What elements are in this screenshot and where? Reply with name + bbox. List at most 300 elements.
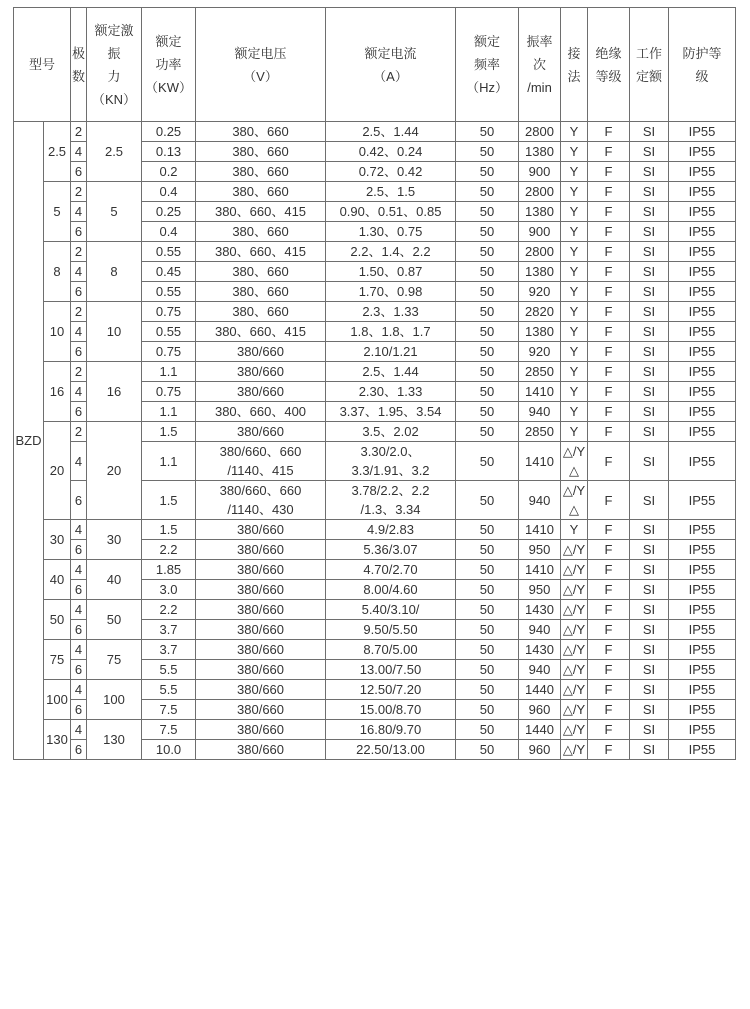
rated-frequency-cell: 50 xyxy=(456,560,519,580)
connection-cell: △/Y xyxy=(561,660,588,680)
rated-current-cell: 16.80/9.70 xyxy=(326,720,456,740)
vibration-rate-cell: 2820 xyxy=(519,302,561,322)
header-model: 型号 xyxy=(14,8,71,122)
insulation-class-cell: F xyxy=(588,262,630,282)
connection-cell: △/Y xyxy=(561,740,588,760)
header-duty: 工作 定额 xyxy=(630,8,669,122)
duty-cell: SI xyxy=(630,322,669,342)
vibration-rate-cell: 2800 xyxy=(519,122,561,142)
rated-frequency-cell: 50 xyxy=(456,481,519,520)
vibration-rate-cell: 2800 xyxy=(519,182,561,202)
duty-cell: SI xyxy=(630,342,669,362)
rated-current-cell: 2.5、1.44 xyxy=(326,122,456,142)
protection-class-cell: IP55 xyxy=(669,282,736,302)
model-name-cell: BZD xyxy=(14,122,44,760)
rated-frequency-cell: 50 xyxy=(456,342,519,362)
rated-frequency-cell: 50 xyxy=(456,142,519,162)
rated-frequency-cell: 50 xyxy=(456,422,519,442)
rated-voltage-cell: 380、660、415 xyxy=(196,322,326,342)
rated-current-cell: 3.30/2.0、 3.3/1.91、3.2 xyxy=(326,442,456,481)
insulation-class-cell: F xyxy=(588,162,630,182)
rated-voltage-cell: 380/660 xyxy=(196,560,326,580)
rated-power-cell: 1.1 xyxy=(142,362,196,382)
vibration-rate-cell: 1380 xyxy=(519,142,561,162)
vibration-rate-cell: 2800 xyxy=(519,242,561,262)
rated-voltage-cell: 380/660 xyxy=(196,362,326,382)
rated-frequency-cell: 50 xyxy=(456,282,519,302)
insulation-class-cell: F xyxy=(588,282,630,302)
protection-class-cell: IP55 xyxy=(669,680,736,700)
insulation-class-cell: F xyxy=(588,142,630,162)
rated-frequency-cell: 50 xyxy=(456,740,519,760)
rated-power-cell: 3.7 xyxy=(142,640,196,660)
rated-frequency-cell: 50 xyxy=(456,322,519,342)
poles-cell: 4 xyxy=(71,442,87,481)
rated-frequency-cell: 50 xyxy=(456,580,519,600)
rated-power-cell: 0.75 xyxy=(142,302,196,322)
vibration-rate-cell: 940 xyxy=(519,660,561,680)
rated-voltage-cell: 380/660 xyxy=(196,620,326,640)
rated-frequency-cell: 50 xyxy=(456,362,519,382)
poles-cell: 6 xyxy=(71,222,87,242)
connection-cell: Y xyxy=(561,520,588,540)
poles-cell: 2 xyxy=(71,362,87,382)
size-cell: 100 xyxy=(44,680,71,720)
rated-frequency-cell: 50 xyxy=(456,540,519,560)
vibration-rate-cell: 2850 xyxy=(519,362,561,382)
rated-power-cell: 3.7 xyxy=(142,620,196,640)
insulation-class-cell: F xyxy=(588,242,630,262)
rated-power-cell: 7.5 xyxy=(142,720,196,740)
table-row xyxy=(14,182,736,202)
poles-cell: 6 xyxy=(71,162,87,182)
connection-cell: △/Y xyxy=(561,560,588,580)
rated-voltage-cell: 380/660、660 /1140、430 xyxy=(196,481,326,520)
rated-current-cell: 13.00/7.50 xyxy=(326,660,456,680)
rated-power-cell: 1.5 xyxy=(142,520,196,540)
duty-cell: SI xyxy=(630,242,669,262)
insulation-class-cell: F xyxy=(588,620,630,640)
excitation-force-cell: 75 xyxy=(87,640,142,680)
duty-cell: SI xyxy=(630,122,669,142)
rated-frequency-cell: 50 xyxy=(456,680,519,700)
duty-cell: SI xyxy=(630,402,669,422)
rated-current-cell: 0.42、0.24 xyxy=(326,142,456,162)
rated-voltage-cell: 380/660 xyxy=(196,740,326,760)
rated-current-cell: 4.9/2.83 xyxy=(326,520,456,540)
poles-cell: 2 xyxy=(71,182,87,202)
insulation-class-cell: F xyxy=(588,660,630,680)
poles-cell: 4 xyxy=(71,720,87,740)
rated-power-cell: 5.5 xyxy=(142,680,196,700)
rated-frequency-cell: 50 xyxy=(456,302,519,322)
duty-cell: SI xyxy=(630,600,669,620)
protection-class-cell: IP55 xyxy=(669,262,736,282)
protection-class-cell: IP55 xyxy=(669,620,736,640)
poles-cell: 4 xyxy=(71,382,87,402)
connection-cell: △/Y xyxy=(561,640,588,660)
vibration-rate-cell: 940 xyxy=(519,620,561,640)
rated-current-cell: 4.70/2.70 xyxy=(326,560,456,580)
connection-cell: Y xyxy=(561,222,588,242)
poles-cell: 2 xyxy=(71,242,87,262)
rated-frequency-cell: 50 xyxy=(456,202,519,222)
rated-power-cell: 0.55 xyxy=(142,242,196,262)
poles-cell: 6 xyxy=(71,620,87,640)
rated-power-cell: 0.45 xyxy=(142,262,196,282)
rated-voltage-cell: 380/660 xyxy=(196,342,326,362)
rated-current-cell: 3.5、2.02 xyxy=(326,422,456,442)
size-cell: 40 xyxy=(44,560,71,600)
connection-cell: △/Y xyxy=(561,620,588,640)
excitation-force-cell: 100 xyxy=(87,680,142,720)
rated-voltage-cell: 380、660 xyxy=(196,302,326,322)
connection-cell: Y xyxy=(561,382,588,402)
rated-frequency-cell: 50 xyxy=(456,182,519,202)
rated-voltage-cell: 380/660 xyxy=(196,640,326,660)
header-rated-current: 额定电流 （A） xyxy=(326,8,456,122)
duty-cell: SI xyxy=(630,640,669,660)
rated-power-cell: 2.2 xyxy=(142,540,196,560)
connection-cell: Y xyxy=(561,122,588,142)
table-row xyxy=(14,720,736,740)
protection-class-cell: IP55 xyxy=(669,660,736,680)
insulation-class-cell: F xyxy=(588,740,630,760)
vibration-rate-cell: 2850 xyxy=(519,422,561,442)
poles-cell: 2 xyxy=(71,422,87,442)
connection-cell: △/Y xyxy=(561,720,588,740)
protection-class-cell: IP55 xyxy=(669,580,736,600)
header-insulation-class: 绝缘 等级 xyxy=(588,8,630,122)
protection-class-cell: IP55 xyxy=(669,422,736,442)
rated-frequency-cell: 50 xyxy=(456,162,519,182)
connection-cell: △/Y △ xyxy=(561,442,588,481)
vibration-rate-cell: 1380 xyxy=(519,322,561,342)
excitation-force-cell: 50 xyxy=(87,600,142,640)
connection-cell: Y xyxy=(561,342,588,362)
header-rated-power: 额定 功率 （KW） xyxy=(142,8,196,122)
rated-current-cell: 3.78/2.2、2.2 /1.3、3.34 xyxy=(326,481,456,520)
vibration-rate-cell: 1410 xyxy=(519,520,561,540)
duty-cell: SI xyxy=(630,142,669,162)
table-row xyxy=(14,680,736,700)
duty-cell: SI xyxy=(630,660,669,680)
protection-class-cell: IP55 xyxy=(669,302,736,322)
insulation-class-cell: F xyxy=(588,382,630,402)
rated-power-cell: 1.1 xyxy=(142,402,196,422)
rated-current-cell: 1.30、0.75 xyxy=(326,222,456,242)
rated-voltage-cell: 380/660、660 /1140、415 xyxy=(196,442,326,481)
header-rated-frequency: 额定 频率 （Hz） xyxy=(456,8,519,122)
rated-frequency-cell: 50 xyxy=(456,720,519,740)
rated-power-cell: 0.4 xyxy=(142,182,196,202)
rated-frequency-cell: 50 xyxy=(456,402,519,422)
protection-class-cell: IP55 xyxy=(669,382,736,402)
protection-class-cell: IP55 xyxy=(669,700,736,720)
size-cell: 75 xyxy=(44,640,71,680)
duty-cell: SI xyxy=(630,442,669,481)
poles-cell: 4 xyxy=(71,680,87,700)
rated-current-cell: 22.50/13.00 xyxy=(326,740,456,760)
table-row xyxy=(14,422,736,442)
vibration-rate-cell: 1380 xyxy=(519,262,561,282)
connection-cell: Y xyxy=(561,402,588,422)
poles-cell: 6 xyxy=(71,481,87,520)
vibration-rate-cell: 900 xyxy=(519,222,561,242)
vibration-rate-cell: 1430 xyxy=(519,640,561,660)
protection-class-cell: IP55 xyxy=(669,640,736,660)
protection-class-cell: IP55 xyxy=(669,122,736,142)
vibration-rate-cell: 940 xyxy=(519,402,561,422)
header-vibration-rate: 振率 次 /min xyxy=(519,8,561,122)
rated-voltage-cell: 380/660 xyxy=(196,520,326,540)
rated-voltage-cell: 380、660 xyxy=(196,222,326,242)
insulation-class-cell: F xyxy=(588,182,630,202)
duty-cell: SI xyxy=(630,520,669,540)
poles-cell: 6 xyxy=(71,740,87,760)
rated-voltage-cell: 380/660 xyxy=(196,680,326,700)
vibration-rate-cell: 1410 xyxy=(519,442,561,481)
header-connection: 接 法 xyxy=(561,8,588,122)
rated-power-cell: 7.5 xyxy=(142,700,196,720)
motor-spec-table xyxy=(13,7,736,760)
rated-power-cell: 10.0 xyxy=(142,740,196,760)
protection-class-cell: IP55 xyxy=(669,142,736,162)
insulation-class-cell: F xyxy=(588,540,630,560)
rated-voltage-cell: 380、660 xyxy=(196,182,326,202)
spec-table-body xyxy=(14,122,736,760)
rated-power-cell: 0.2 xyxy=(142,162,196,182)
duty-cell: SI xyxy=(630,422,669,442)
rated-voltage-cell: 380、660 xyxy=(196,122,326,142)
rated-current-cell: 2.5、1.5 xyxy=(326,182,456,202)
size-cell: 30 xyxy=(44,520,71,560)
rated-power-cell: 0.25 xyxy=(142,202,196,222)
rated-frequency-cell: 50 xyxy=(456,620,519,640)
duty-cell: SI xyxy=(630,620,669,640)
table-row xyxy=(14,242,736,262)
duty-cell: SI xyxy=(630,700,669,720)
duty-cell: SI xyxy=(630,740,669,760)
header-protection-class: 防护等 级 xyxy=(669,8,736,122)
size-cell: 130 xyxy=(44,720,71,760)
connection-cell: △/Y xyxy=(561,600,588,620)
poles-cell: 4 xyxy=(71,142,87,162)
rated-voltage-cell: 380/660 xyxy=(196,700,326,720)
rated-frequency-cell: 50 xyxy=(456,660,519,680)
size-cell: 8 xyxy=(44,242,71,302)
rated-current-cell: 0.72、0.42 xyxy=(326,162,456,182)
poles-cell: 2 xyxy=(71,122,87,142)
rated-voltage-cell: 380、660 xyxy=(196,282,326,302)
connection-cell: Y xyxy=(561,142,588,162)
duty-cell: SI xyxy=(630,222,669,242)
rated-current-cell: 5.40/3.10/ xyxy=(326,600,456,620)
rated-voltage-cell: 380、660、415 xyxy=(196,242,326,262)
connection-cell: Y xyxy=(561,242,588,262)
rated-frequency-cell: 50 xyxy=(456,222,519,242)
rated-power-cell: 1.85 xyxy=(142,560,196,580)
protection-class-cell: IP55 xyxy=(669,402,736,422)
rated-power-cell: 0.55 xyxy=(142,322,196,342)
rated-power-cell: 0.75 xyxy=(142,382,196,402)
rated-frequency-cell: 50 xyxy=(456,700,519,720)
table-row xyxy=(14,600,736,620)
rated-voltage-cell: 380、660 xyxy=(196,142,326,162)
insulation-class-cell: F xyxy=(588,402,630,422)
vibration-rate-cell: 1430 xyxy=(519,600,561,620)
protection-class-cell: IP55 xyxy=(669,322,736,342)
poles-cell: 6 xyxy=(71,402,87,422)
duty-cell: SI xyxy=(630,262,669,282)
poles-cell: 6 xyxy=(71,540,87,560)
rated-current-cell: 8.70/5.00 xyxy=(326,640,456,660)
rated-current-cell: 2.3、1.33 xyxy=(326,302,456,322)
protection-class-cell: IP55 xyxy=(669,560,736,580)
rated-current-cell: 3.37、1.95、3.54 xyxy=(326,402,456,422)
protection-class-cell: IP55 xyxy=(669,520,736,540)
duty-cell: SI xyxy=(630,560,669,580)
connection-cell: Y xyxy=(561,162,588,182)
vibration-rate-cell: 950 xyxy=(519,580,561,600)
table-row xyxy=(14,640,736,660)
excitation-force-cell: 20 xyxy=(87,422,142,520)
rated-current-cell: 2.2、1.4、2.2 xyxy=(326,242,456,262)
insulation-class-cell: F xyxy=(588,302,630,322)
insulation-class-cell: F xyxy=(588,560,630,580)
rated-power-cell: 0.75 xyxy=(142,342,196,362)
poles-cell: 4 xyxy=(71,640,87,660)
excitation-force-cell: 16 xyxy=(87,362,142,422)
duty-cell: SI xyxy=(630,720,669,740)
header-rated-voltage: 额定电压 （V） xyxy=(196,8,326,122)
table-row xyxy=(14,520,736,540)
vibration-rate-cell: 960 xyxy=(519,740,561,760)
insulation-class-cell: F xyxy=(588,600,630,620)
rated-frequency-cell: 50 xyxy=(456,382,519,402)
rated-current-cell: 2.5、1.44 xyxy=(326,362,456,382)
insulation-class-cell: F xyxy=(588,202,630,222)
rated-current-cell: 8.00/4.60 xyxy=(326,580,456,600)
connection-cell: Y xyxy=(561,422,588,442)
insulation-class-cell: F xyxy=(588,422,630,442)
rated-voltage-cell: 380/660 xyxy=(196,660,326,680)
poles-cell: 4 xyxy=(71,560,87,580)
rated-power-cell: 2.2 xyxy=(142,600,196,620)
poles-cell: 4 xyxy=(71,202,87,222)
connection-cell: △/Y xyxy=(561,540,588,560)
rated-power-cell: 1.5 xyxy=(142,422,196,442)
rated-power-cell: 0.4 xyxy=(142,222,196,242)
connection-cell: Y xyxy=(561,322,588,342)
protection-class-cell: IP55 xyxy=(669,222,736,242)
connection-cell: Y xyxy=(561,282,588,302)
rated-current-cell: 5.36/3.07 xyxy=(326,540,456,560)
vibration-rate-cell: 920 xyxy=(519,342,561,362)
rated-voltage-cell: 380、660 xyxy=(196,262,326,282)
poles-cell: 6 xyxy=(71,660,87,680)
rated-power-cell: 1.5 xyxy=(142,481,196,520)
duty-cell: SI xyxy=(630,382,669,402)
insulation-class-cell: F xyxy=(588,342,630,362)
vibration-rate-cell: 1440 xyxy=(519,720,561,740)
connection-cell: Y xyxy=(561,182,588,202)
protection-class-cell: IP55 xyxy=(669,740,736,760)
protection-class-cell: IP55 xyxy=(669,600,736,620)
duty-cell: SI xyxy=(630,481,669,520)
vibration-rate-cell: 940 xyxy=(519,481,561,520)
duty-cell: SI xyxy=(630,202,669,222)
duty-cell: SI xyxy=(630,680,669,700)
protection-class-cell: IP55 xyxy=(669,540,736,560)
protection-class-cell: IP55 xyxy=(669,481,736,520)
insulation-class-cell: F xyxy=(588,442,630,481)
rated-voltage-cell: 380、660、400 xyxy=(196,402,326,422)
poles-cell: 4 xyxy=(71,520,87,540)
vibration-rate-cell: 960 xyxy=(519,700,561,720)
insulation-class-cell: F xyxy=(588,481,630,520)
size-cell: 5 xyxy=(44,182,71,242)
vibration-rate-cell: 1440 xyxy=(519,680,561,700)
rated-power-cell: 0.25 xyxy=(142,122,196,142)
connection-cell: △/Y △ xyxy=(561,481,588,520)
rated-current-cell: 12.50/7.20 xyxy=(326,680,456,700)
insulation-class-cell: F xyxy=(588,520,630,540)
rated-voltage-cell: 380/660 xyxy=(196,382,326,402)
insulation-class-cell: F xyxy=(588,580,630,600)
rated-frequency-cell: 50 xyxy=(456,242,519,262)
poles-cell: 4 xyxy=(71,262,87,282)
connection-cell: △/Y xyxy=(561,680,588,700)
connection-cell: △/Y xyxy=(561,580,588,600)
size-cell: 20 xyxy=(44,422,71,520)
rated-power-cell: 1.1 xyxy=(142,442,196,481)
excitation-force-cell: 10 xyxy=(87,302,142,362)
excitation-force-cell: 130 xyxy=(87,720,142,760)
duty-cell: SI xyxy=(630,182,669,202)
header-excitation-force: 额定激 振 力 （KN） xyxy=(87,8,142,122)
insulation-class-cell: F xyxy=(588,222,630,242)
excitation-force-cell: 40 xyxy=(87,560,142,600)
vibration-rate-cell: 920 xyxy=(519,282,561,302)
poles-cell: 2 xyxy=(71,302,87,322)
insulation-class-cell: F xyxy=(588,122,630,142)
poles-cell: 6 xyxy=(71,580,87,600)
duty-cell: SI xyxy=(630,282,669,302)
poles-cell: 4 xyxy=(71,600,87,620)
table-row xyxy=(14,122,736,142)
size-cell: 10 xyxy=(44,302,71,362)
excitation-force-cell: 2.5 xyxy=(87,122,142,182)
rated-voltage-cell: 380/660 xyxy=(196,422,326,442)
protection-class-cell: IP55 xyxy=(669,720,736,740)
rated-power-cell: 0.13 xyxy=(142,142,196,162)
protection-class-cell: IP55 xyxy=(669,182,736,202)
protection-class-cell: IP55 xyxy=(669,442,736,481)
rated-voltage-cell: 380/660 xyxy=(196,540,326,560)
connection-cell: Y xyxy=(561,262,588,282)
size-cell: 16 xyxy=(44,362,71,422)
insulation-class-cell: F xyxy=(588,640,630,660)
rated-frequency-cell: 50 xyxy=(456,600,519,620)
protection-class-cell: IP55 xyxy=(669,202,736,222)
rated-current-cell: 1.8、1.8、1.7 xyxy=(326,322,456,342)
connection-cell: Y xyxy=(561,202,588,222)
rated-current-cell: 1.50、0.87 xyxy=(326,262,456,282)
vibration-rate-cell: 1410 xyxy=(519,382,561,402)
rated-current-cell: 0.90、0.51、0.85 xyxy=(326,202,456,222)
connection-cell: Y xyxy=(561,362,588,382)
